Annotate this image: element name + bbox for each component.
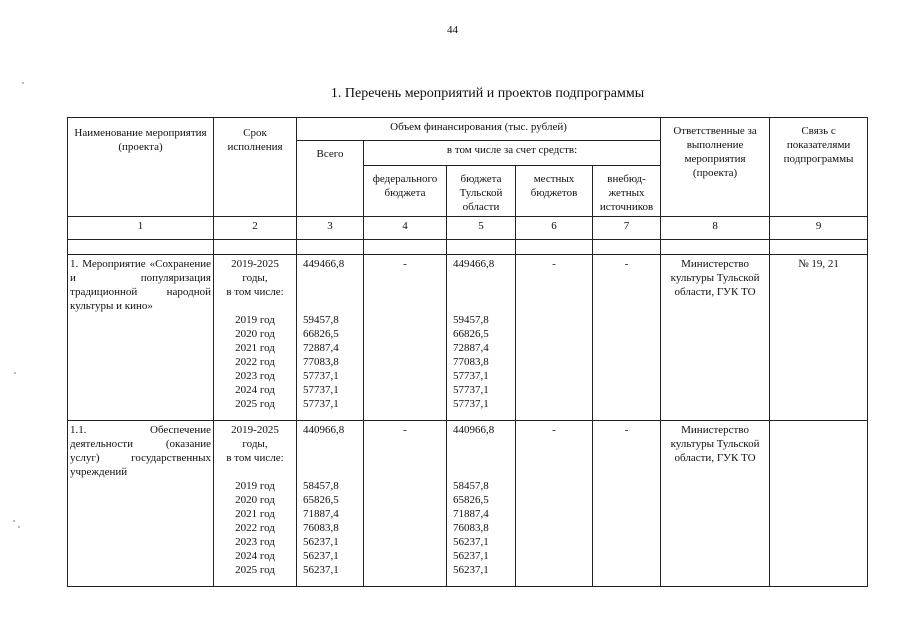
offbudget-value: -: [593, 421, 661, 587]
column-number: 7: [593, 217, 661, 240]
period-suffix: годы,: [242, 438, 268, 450]
period-suffix: годы,: [242, 272, 268, 284]
local-value: -: [516, 255, 593, 421]
year-regional: 71887,4: [453, 508, 489, 520]
column-number: 1: [68, 217, 214, 240]
header-responsible: Ответственные за выполнение мероприятия (проекта): [661, 118, 770, 217]
year-regional: 57737,1: [453, 370, 489, 382]
indicator-link: № 19, 21: [770, 255, 868, 421]
document-title: 1. Перечень мероприятий и проектов подпрограммы: [330, 86, 645, 101]
scan-speck: [22, 82, 24, 84]
header-local: местных бюджетов: [516, 166, 593, 217]
year-regional: 56237,1: [453, 564, 489, 576]
year-label: 2022 год: [235, 522, 275, 534]
regional-cell: [447, 255, 516, 421]
year-total: 57737,1: [303, 370, 339, 382]
year-label: 2025 год: [235, 564, 275, 576]
header-total: Всего: [297, 141, 364, 217]
header-including: в том числе за счет средств:: [364, 141, 661, 166]
year-total: 71887,4: [303, 508, 339, 520]
total-cell: [297, 255, 364, 421]
indicator-link: [770, 421, 868, 587]
column-number: 6: [516, 217, 593, 240]
year-regional: 65826,5: [453, 494, 489, 506]
scan-speck: [18, 526, 20, 528]
year-regional: 76083,8: [453, 522, 489, 534]
page-number: 44: [447, 24, 458, 36]
column-number: 2: [214, 217, 297, 240]
header-name: Наименование мероприятия (проекта): [68, 118, 214, 217]
year-label: 2024 год: [235, 384, 275, 396]
year-label: 2021 год: [235, 508, 275, 520]
year-total: 58457,8: [303, 480, 339, 492]
table-row: [68, 255, 868, 421]
period-years: 2019-2025: [231, 424, 279, 436]
year-label: 2019 год: [235, 314, 275, 326]
year-total: 56237,1: [303, 550, 339, 562]
year-label: 2024 год: [235, 550, 275, 562]
year-label: 2021 год: [235, 342, 275, 354]
column-number: 9: [770, 217, 868, 240]
period-cell: [214, 255, 297, 421]
year-total: 57737,1: [303, 384, 339, 396]
column-number: 3: [297, 217, 364, 240]
header-federal: федерального бюджета: [364, 166, 447, 217]
year-total: 57737,1: [303, 398, 339, 410]
year-label: 2019 год: [235, 480, 275, 492]
column-number: 4: [364, 217, 447, 240]
header-deadline: Срок исполнения: [214, 118, 297, 217]
year-total: 65826,5: [303, 494, 339, 506]
year-total: 56237,1: [303, 564, 339, 576]
year-regional: 66826,5: [453, 328, 489, 340]
year-regional: 58457,8: [453, 480, 489, 492]
column-number: 5: [447, 217, 516, 240]
header-offbudget: внебюд-жетных источников: [593, 166, 661, 217]
year-total: 59457,8: [303, 314, 339, 326]
measure-name: 1.1. Обеспечение деятельности (оказание услуг) государственных учреждений: [68, 421, 214, 587]
year-label: 2020 год: [235, 494, 275, 506]
federal-value: -: [364, 421, 447, 587]
local-value: -: [516, 421, 593, 587]
table-row: [68, 421, 868, 587]
year-regional: 56237,1: [453, 536, 489, 548]
measures-table: [67, 117, 868, 587]
header-link: Связь с показателями подпрограммы: [770, 118, 868, 217]
total-value: 449466,8: [303, 258, 345, 270]
year-total: 56237,1: [303, 536, 339, 548]
year-label: 2022 год: [235, 356, 275, 368]
year-total: 72887,4: [303, 342, 339, 354]
total-value: 440966,8: [303, 424, 345, 436]
year-label: 2023 год: [235, 536, 275, 548]
year-regional: 57737,1: [453, 398, 489, 410]
scan-speck: [14, 372, 16, 374]
scan-speck: [13, 520, 15, 522]
measure-name: 1. Мероприятие «Сохранение и популяризация традиционной народной культуры и кино»: [68, 255, 214, 421]
responsible-value: Министерство культуры Тульской области, ГУК ТО: [661, 421, 770, 587]
column-numbers-row: [68, 217, 868, 240]
year-regional: 59457,8: [453, 314, 489, 326]
year-total: 77083,8: [303, 356, 339, 368]
year-label: 2025 год: [235, 398, 275, 410]
including-label: в том числе:: [226, 286, 284, 298]
column-number: 8: [661, 217, 770, 240]
regional-value: 440966,8: [453, 424, 495, 436]
including-label: в том числе:: [226, 452, 284, 464]
year-regional: 56237,1: [453, 550, 489, 562]
year-label: 2023 год: [235, 370, 275, 382]
responsible-value: Министерство культуры Тульской области, ГУК ТО: [661, 255, 770, 421]
header-funding: Объем финансирования (тыс. рублей): [297, 118, 661, 141]
spacer-row: [68, 240, 868, 255]
year-regional: 77083,8: [453, 356, 489, 368]
federal-value: -: [364, 255, 447, 421]
year-regional: 72887,4: [453, 342, 489, 354]
regional-cell: [447, 421, 516, 587]
year-total: 76083,8: [303, 522, 339, 534]
header-row-1: [68, 118, 868, 141]
period-years: 2019-2025: [231, 258, 279, 270]
year-label: 2020 год: [235, 328, 275, 340]
total-cell: [297, 421, 364, 587]
period-cell: [214, 421, 297, 587]
regional-value: 449466,8: [453, 258, 495, 270]
offbudget-value: -: [593, 255, 661, 421]
header-regional: бюджета Тульской области: [447, 166, 516, 217]
year-total: 66826,5: [303, 328, 339, 340]
year-regional: 57737,1: [453, 384, 489, 396]
